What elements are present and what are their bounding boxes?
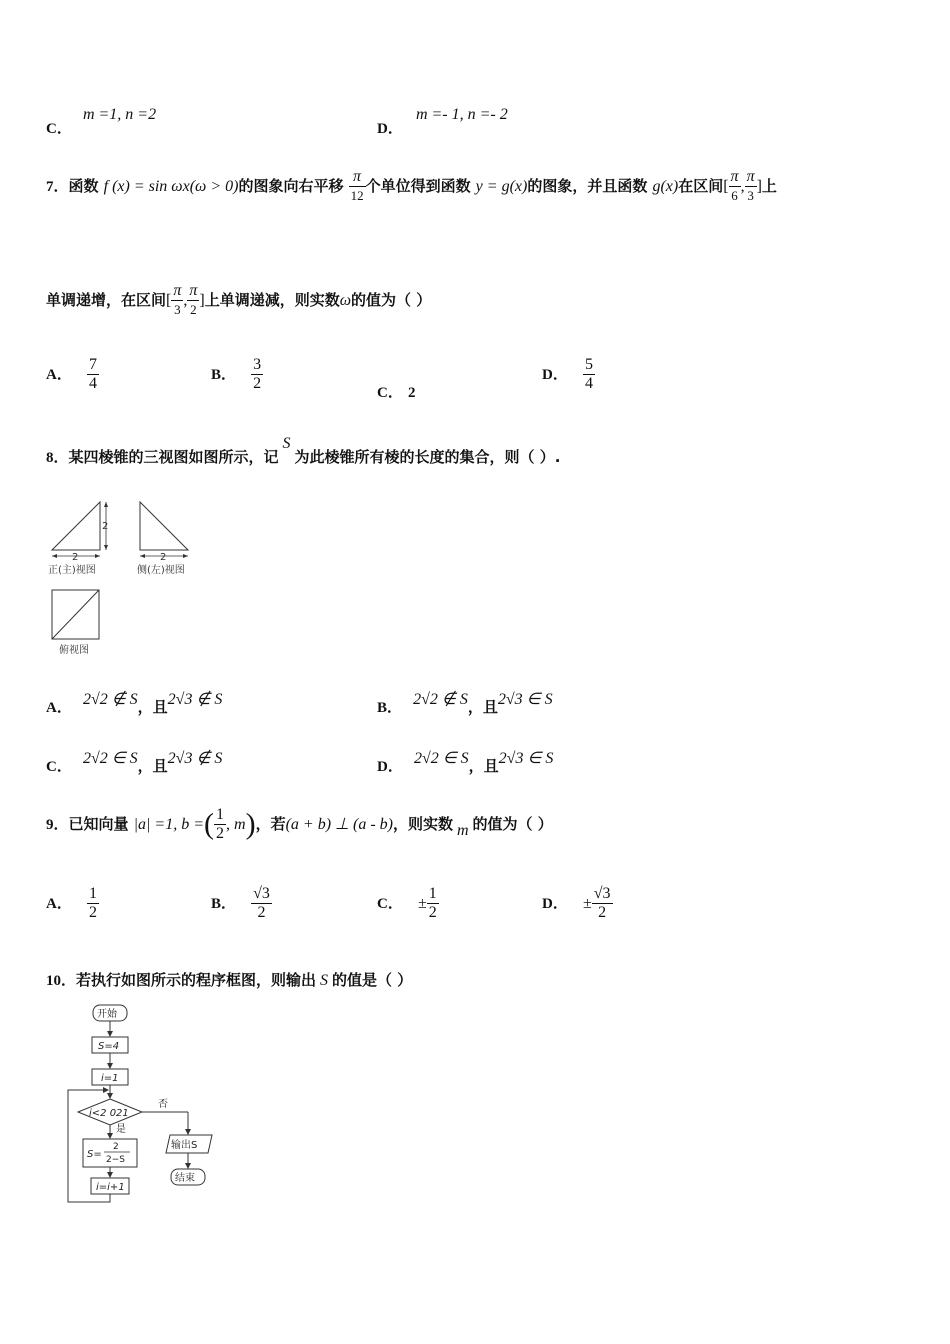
interval-fraction <box>171 282 183 319</box>
interval-fraction <box>729 168 741 205</box>
option-label: D． <box>542 367 568 383</box>
option-fraction <box>592 885 613 922</box>
stem-text: 的值为（ ） <box>351 291 432 309</box>
stem-text: 函数 <box>68 177 99 195</box>
option-label: D． <box>377 121 403 137</box>
question-number: 9． <box>46 817 69 833</box>
numerator: π <box>173 282 182 299</box>
q9-option-c <box>377 885 439 922</box>
perpendicular-condition: (a + b) ⊥ (a - b) <box>285 816 393 833</box>
option-label: D． <box>542 896 568 912</box>
dimension-label: 2 <box>72 552 79 563</box>
stem-text: 的图象向右平移 <box>238 177 344 195</box>
numerator: 1 <box>428 885 437 902</box>
option-label: A． <box>46 896 72 912</box>
question-9-stem <box>46 806 553 843</box>
question-number: 7． <box>46 179 69 195</box>
option-label: C． <box>377 896 403 912</box>
stem-text: 单调递增，在区间 <box>46 291 167 309</box>
option-label: A． <box>46 367 72 383</box>
q6-option-d <box>377 103 508 137</box>
set-symbol: S <box>282 435 291 452</box>
g-name: g(x) <box>652 178 679 195</box>
question-7-stem <box>46 168 926 205</box>
numerator: π <box>746 168 755 185</box>
g-expression: y = g(x) <box>475 178 528 195</box>
side-view <box>137 502 188 576</box>
end-label: 结束 <box>175 1173 195 1184</box>
question-number: 10． <box>46 973 77 989</box>
numerator: 7 <box>88 356 97 373</box>
front-view <box>48 502 108 576</box>
init-i-label: i=1 <box>101 1073 119 1084</box>
numerator: 5 <box>584 356 593 373</box>
denominator: 2 <box>216 825 225 842</box>
option-label: C． <box>46 759 72 775</box>
numerator: 3 <box>253 356 262 373</box>
q9-option-a <box>46 885 99 922</box>
top-view <box>52 590 99 656</box>
numerator: π <box>730 168 739 185</box>
stem-text: 若执行如图所示的程序框图，则输出 <box>76 971 317 989</box>
stem-text: ，则实数 <box>392 815 453 833</box>
denominator: 2 <box>88 904 97 921</box>
start-label: 开始 <box>97 1009 117 1020</box>
denominator: 2 <box>257 904 266 921</box>
option-part1: 2√2 ∉ S <box>413 691 468 708</box>
paren-open: ( <box>204 807 215 841</box>
option-fraction <box>87 356 99 393</box>
flowchart <box>60 1000 230 1210</box>
denominator: 12 <box>350 188 364 203</box>
function-expression: f (x) = sin ωx(ω > 0) <box>103 178 239 195</box>
vector-expression: |a| =1, b = <box>133 816 205 833</box>
numerator: 1 <box>216 806 225 823</box>
option-fraction <box>251 885 272 922</box>
output-label: 输出S <box>171 1140 198 1151</box>
variable-m: m <box>456 822 469 839</box>
q8-option-b <box>377 688 553 716</box>
shift-fraction <box>349 168 366 205</box>
condition-label: i<2 021 <box>89 1108 129 1119</box>
option-part1: 2√2 ∉ S <box>82 691 138 708</box>
denominator: 3 <box>747 188 754 203</box>
interval-fraction <box>187 282 199 319</box>
option-part1: 2√2 ∈ S <box>413 750 469 767</box>
denominator: 2 <box>428 904 437 921</box>
dimension-label: 2 <box>160 552 167 563</box>
option-fraction <box>251 356 263 393</box>
denominator: 6 <box>731 188 738 203</box>
denominator: 3 <box>174 302 181 317</box>
option-label: B． <box>377 700 403 716</box>
no-label: 否 <box>158 1099 168 1110</box>
comma: , <box>183 292 188 309</box>
question-number: 8． <box>46 450 69 466</box>
option-conjunction: ，且 <box>468 757 499 775</box>
stem-text: ，若 <box>255 815 286 833</box>
bracket-open: [ <box>166 292 172 309</box>
q8-option-d <box>377 747 554 775</box>
vector-tail: , m <box>226 816 246 833</box>
option-conjunction: ，且 <box>137 698 168 716</box>
comma: , <box>740 178 745 195</box>
paren-close: ) <box>245 807 256 841</box>
option-fraction <box>87 885 99 922</box>
question-7-stem-line2 <box>46 282 431 319</box>
option-part2: 2√3 ∉ S <box>167 750 223 767</box>
vector-fraction <box>214 806 226 843</box>
bracket-close: ] <box>756 178 762 195</box>
option-part1: 2√2 ∈ S <box>82 750 138 767</box>
option-label: A． <box>46 700 72 716</box>
assign-numerator: 2 <box>113 1142 119 1152</box>
question-8-stem <box>46 435 561 467</box>
side-view-label: 侧(左)视图 <box>137 565 185 576</box>
numerator: 1 <box>88 885 97 902</box>
top-view-label: 俯视图 <box>59 645 89 656</box>
option-label: C． <box>46 121 72 137</box>
stem-text: 的图象，并且函数 <box>527 177 648 195</box>
q7-option-a <box>46 356 99 393</box>
option-part2: 2√3 ∉ S <box>167 691 223 708</box>
q8-option-a <box>46 688 223 716</box>
stem-text: 的值为（ ） <box>472 815 553 833</box>
increment-label: i=i+1 <box>96 1182 125 1193</box>
plus-minus-sign: ± <box>417 895 427 912</box>
option-fraction <box>583 356 595 393</box>
q7-option-d <box>542 356 595 393</box>
option-text: m =- 1, n =- 2 <box>415 106 508 123</box>
q7-option-b <box>211 356 263 393</box>
stem-text: 的值是（ ） <box>332 971 413 989</box>
numerator: π <box>189 282 198 299</box>
option-label: D． <box>377 759 403 775</box>
bracket-open: [ <box>723 178 729 195</box>
option-label: B． <box>211 896 237 912</box>
plus-minus-sign: ± <box>582 895 592 912</box>
denominator: 2 <box>190 302 197 317</box>
stem-text: 上单调递减，则实数 <box>204 291 340 309</box>
option-conjunction: ，且 <box>137 757 168 775</box>
variable-s: S <box>320 972 329 989</box>
omega-symbol: ω <box>339 292 352 309</box>
option-conjunction: ，且 <box>467 698 498 716</box>
yes-label: 是 <box>116 1124 126 1135</box>
init-s-label: S=4 <box>98 1041 120 1052</box>
option-fraction <box>427 885 439 922</box>
q9-option-d <box>542 885 613 922</box>
option-part2: 2√3 ∈ S <box>498 750 554 767</box>
stem-text: 个单位得到函数 <box>365 177 471 195</box>
option-label: C． <box>377 385 403 401</box>
assign-lhs: S= <box>87 1149 102 1160</box>
stem-text: 已知向量 <box>68 815 129 833</box>
numerator: π <box>349 168 366 187</box>
q8-option-c <box>46 747 223 775</box>
stem-text: 为此棱锥所有棱的长度的集合，则（ ）. <box>294 448 561 466</box>
stem-text: 某四棱锥的三视图如图所示，记 <box>68 448 279 466</box>
denominator: 4 <box>88 375 97 392</box>
stem-text: 在区间 <box>678 177 724 195</box>
assign-denominator: 2−S <box>106 1155 125 1165</box>
dimension-label: 2 <box>102 521 109 532</box>
question-10-stem <box>46 969 412 990</box>
denominator: 2 <box>253 375 262 392</box>
interval-fraction <box>745 168 757 205</box>
three-view-figure <box>40 495 210 665</box>
numerator: √3 <box>593 885 611 902</box>
numerator: √3 <box>253 885 270 902</box>
option-part2: 2√3 ∈ S <box>497 691 553 708</box>
option-label: B． <box>211 367 237 383</box>
option-text: m =1, n =2 <box>82 106 157 123</box>
q7-option-c <box>377 381 415 402</box>
stem-text: 上 <box>761 177 777 195</box>
denominator: 4 <box>584 375 593 392</box>
q6-option-c <box>46 103 157 137</box>
front-view-label: 正(主)视图 <box>48 565 96 576</box>
q9-option-b <box>211 885 272 922</box>
denominator: 2 <box>598 904 607 921</box>
bracket-close: ] <box>199 292 205 309</box>
option-text: 2 <box>407 385 416 401</box>
